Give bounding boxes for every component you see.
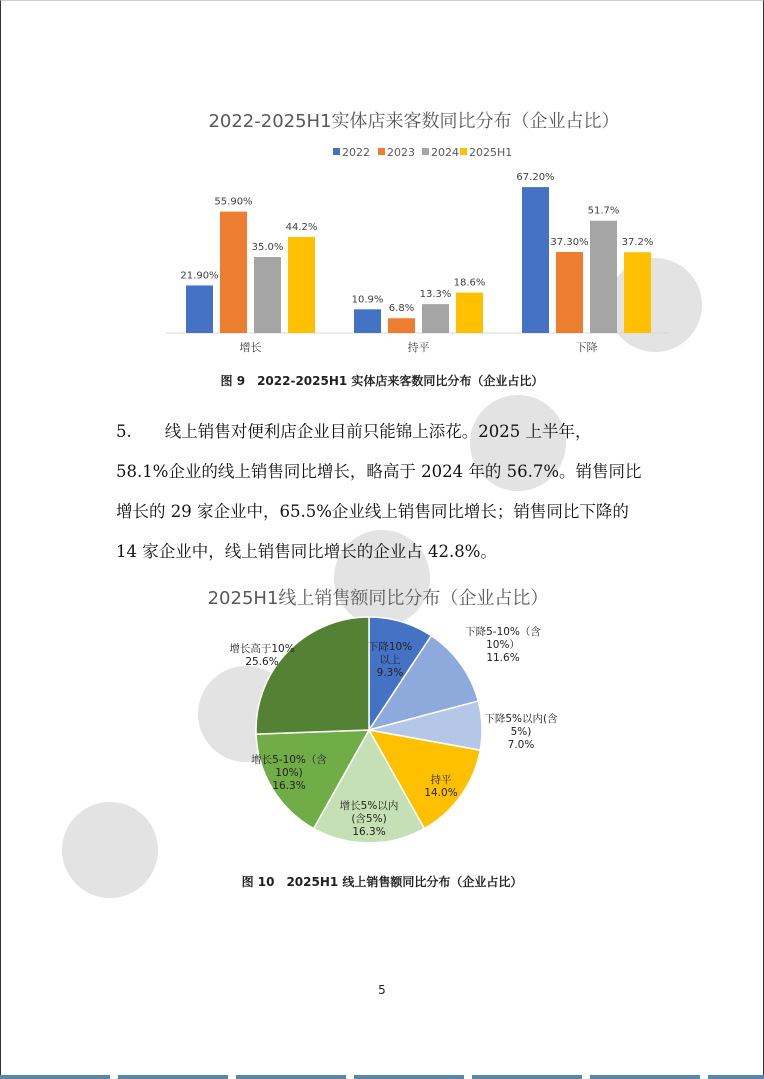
pie-slice: [256, 617, 369, 734]
legend-swatch: [422, 148, 429, 155]
data-label: 13.3%: [419, 289, 452, 301]
chart-title: 2025H1线上销售额同比分布（企业占比）: [207, 588, 549, 609]
bar-chart: [0, 0, 764, 360]
pie-chart: [0, 580, 764, 880]
bar: [556, 252, 583, 333]
bar: [254, 257, 281, 333]
bar: [456, 293, 483, 333]
bar: [288, 237, 315, 333]
legend-label: 2023: [387, 146, 415, 159]
data-label: 37.30%: [550, 237, 589, 249]
footer-strip: [0, 1075, 764, 1079]
paragraph-line: 14 家企业中，线上销售同比增长的企业占 42.8%。: [116, 542, 497, 561]
data-label: 18.6%: [453, 277, 486, 289]
category-label: 增长: [239, 341, 262, 354]
bar: [388, 318, 415, 333]
slice-label: 增长5-10%（含 10%) 16.3%: [251, 754, 327, 792]
figure-10-caption: 图 10 2025H1 线上销售额同比分布（企业占比）: [241, 875, 523, 889]
slice-label: 增长高于10% 25.6%: [229, 643, 295, 668]
page-number: 5: [378, 983, 386, 997]
plot-area: [166, 172, 670, 354]
bar: [220, 212, 247, 333]
data-label: 44.2%: [285, 222, 318, 234]
bar: [522, 187, 549, 333]
data-label: 67.20%: [516, 172, 555, 184]
legend-label: 2022: [342, 146, 370, 159]
bar: [354, 309, 381, 333]
legend-swatch: [460, 148, 467, 155]
slice-label: 下降5%以内(含 5%) 7.0%: [484, 713, 558, 751]
bar: [590, 221, 617, 333]
legend-swatch: [333, 148, 340, 155]
data-label: 21.90%: [180, 270, 219, 282]
data-label: 10.9%: [351, 294, 384, 306]
bar: [422, 304, 449, 333]
legend-swatch: [378, 148, 385, 155]
data-label: 35.0%: [251, 242, 284, 253]
chart-legend: [333, 146, 512, 159]
data-label: 55.90%: [214, 196, 253, 208]
category-label: 下降: [575, 341, 598, 354]
slice-label: 下降5-10%（含 10%） 11.6%: [465, 626, 541, 664]
bar: [186, 285, 213, 333]
legend-label: 2024: [431, 146, 459, 159]
paragraph-line: 增长的 29 家企业中，65.5%企业线上销售同比增长；销售同比下降的: [116, 502, 629, 521]
slice-label: 增长5%以内(含5%) 16.3%: [339, 800, 399, 838]
paragraph-line: 5. 线上销售对便利店企业目前只能锦上添花。2025 上半年，: [116, 422, 592, 441]
legend-label: 2025H1: [469, 146, 513, 159]
slice-label: 持平 14.0%: [424, 774, 458, 799]
data-label: 51.7%: [587, 205, 620, 217]
slice-label: 下降10%以上 9.3%: [367, 641, 413, 679]
data-label: 37.2%: [621, 237, 654, 249]
data-label: 6.8%: [388, 303, 415, 315]
figure-9-caption: 图 9 2022-2025H1 实体店来客数同比分布（企业占比）: [220, 374, 544, 388]
category-label: 持平: [407, 341, 430, 354]
paragraph-line: 58.1%企业的线上销售同比增长，略高于 2024 年的 56.7%。销售同比: [116, 462, 642, 481]
bar: [624, 252, 651, 333]
chart-title: 2022-2025H1实体店来客数同比分布（企业占比）: [208, 111, 620, 132]
